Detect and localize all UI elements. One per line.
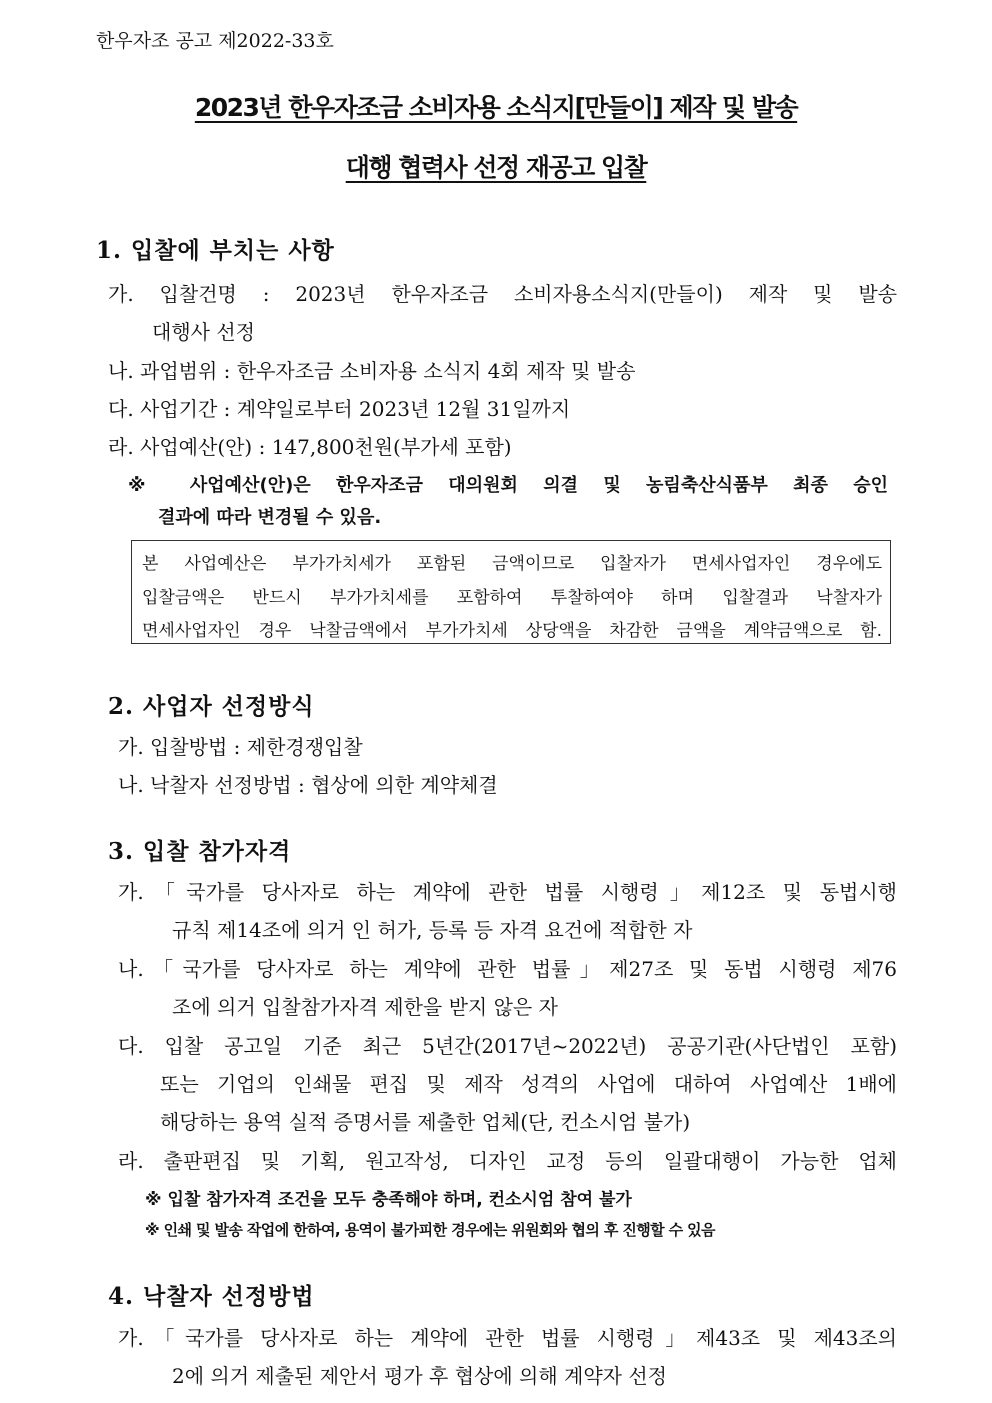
section1-item-d: 라. 사업예산(안) : 147,800천원(부가세 포함) [108, 435, 512, 459]
section4-item-a-line2: 2에 의거 제출된 제안서 평가 후 협상에 의해 계약자 선정 [172, 1364, 667, 1388]
section3-item-b-line1: 나.「국가를 당사자로 하는 계약에 관한 법률」제27조 및 동법 시행령 제76 [118, 957, 897, 981]
section1-item-a-line1: 가. 입찰건명 : 2023년 한우자조금 소비자용소식지(만들이) 제작 및 발송 [108, 282, 897, 306]
section2-item-b: 나. 낙찰자 선정방법 : 협상에 의한 계약체결 [118, 773, 498, 797]
section3-note2: ※ 인쇄 및 발송 작업에 한하여, 용역이 불가피한 경우에는 위원회와 협의 후 진행할 수 있음 [145, 1221, 715, 1239]
section3-item-c-line1: 다. 입찰 공고일 기준 최근 5년간(2017년~2022년) 공공기관(사단법인 포함) [118, 1034, 897, 1058]
section3-item-b-line2: 조에 의거 입찰참가자격 제한을 받지 않은 자 [172, 995, 558, 1019]
section1-heading: 1. 입찰에 부치는 사항 [96, 237, 335, 264]
section1-note-line2: 결과에 따라 변경될 수 있음. [158, 507, 382, 528]
section1-item-b: 나. 과업범위 : 한우자조금 소비자용 소식지 4회 제작 및 발송 [108, 359, 636, 383]
section1-item-c: 다. 사업기간 : 계약일로부터 2023년 12월 31일까지 [108, 397, 571, 421]
section3-item-c-line2: 또는 기업의 인쇄물 편집 및 제작 성격의 사업에 대하여 사업예산 1배에 [160, 1072, 897, 1096]
section4-item-a-line1: 가.「국가를 당사자로 하는 계약에 관한 법률 시행령」제43조 및 제43조의 [118, 1326, 897, 1350]
notice-number: 한우자조 공고 제2022-33호 [96, 30, 334, 52]
section2-item-a: 가. 입찰방법 : 제한경쟁입찰 [118, 735, 363, 759]
section3-heading: 3. 입찰 참가자격 [108, 838, 292, 865]
section1-note-line1: ※ 사업예산(안)은 한우자조금 대의원회 의결 및 농림축산식품부 최종 승인 [128, 475, 888, 496]
vat-notice-line3: 면세사업자인 경우 낙찰금액에서 부가가치세 상당액을 차감한 금액을 계약금액으로 함. [142, 621, 882, 641]
vat-notice-line2: 입찰금액은 반드시 부가가치세를 포함하여 투찰하여야 하며 입찰결과 낙찰자가 [142, 588, 882, 608]
section3-item-a-line2: 규칙 제14조에 의거 인 허가, 등록 등 자격 요건에 적합한 자 [172, 918, 693, 942]
section1-item-a-line2: 대행사 선정 [152, 320, 255, 344]
section3-item-a-line1: 가.「국가를 당사자로 하는 계약에 관한 법률 시행령」제12조 및 동법시행 [118, 880, 897, 904]
document-title-line1: 2023년 한우자조금 소비자용 소식지[만들이] 제작 및 발송 [194, 93, 798, 122]
section3-item-d: 라. 출판편집 및 기획, 원고작성, 디자인 교정 등의 일괄대행이 가능한 업체 [118, 1149, 897, 1173]
vat-notice-line1: 본 사업예산은 부가가치세가 포함된 금액이므로 입찰자가 면세사업자인 경우에도 [142, 554, 882, 574]
document-title-line2: 대행 협력사 선정 재공고 입찰 [345, 153, 647, 182]
section2-heading: 2. 사업자 선정방식 [108, 693, 315, 720]
vat-notice-box [131, 540, 891, 644]
section3-note1: ※ 입찰 참가자격 조건을 모두 충족해야 하며, 컨소시엄 참여 불가 [145, 1190, 632, 1210]
section3-item-c-line3: 해당하는 용역 실적 증명서를 제출한 업체(단, 컨소시엄 불가) [160, 1110, 691, 1134]
section4-heading: 4. 낙찰자 선정방법 [108, 1283, 315, 1310]
